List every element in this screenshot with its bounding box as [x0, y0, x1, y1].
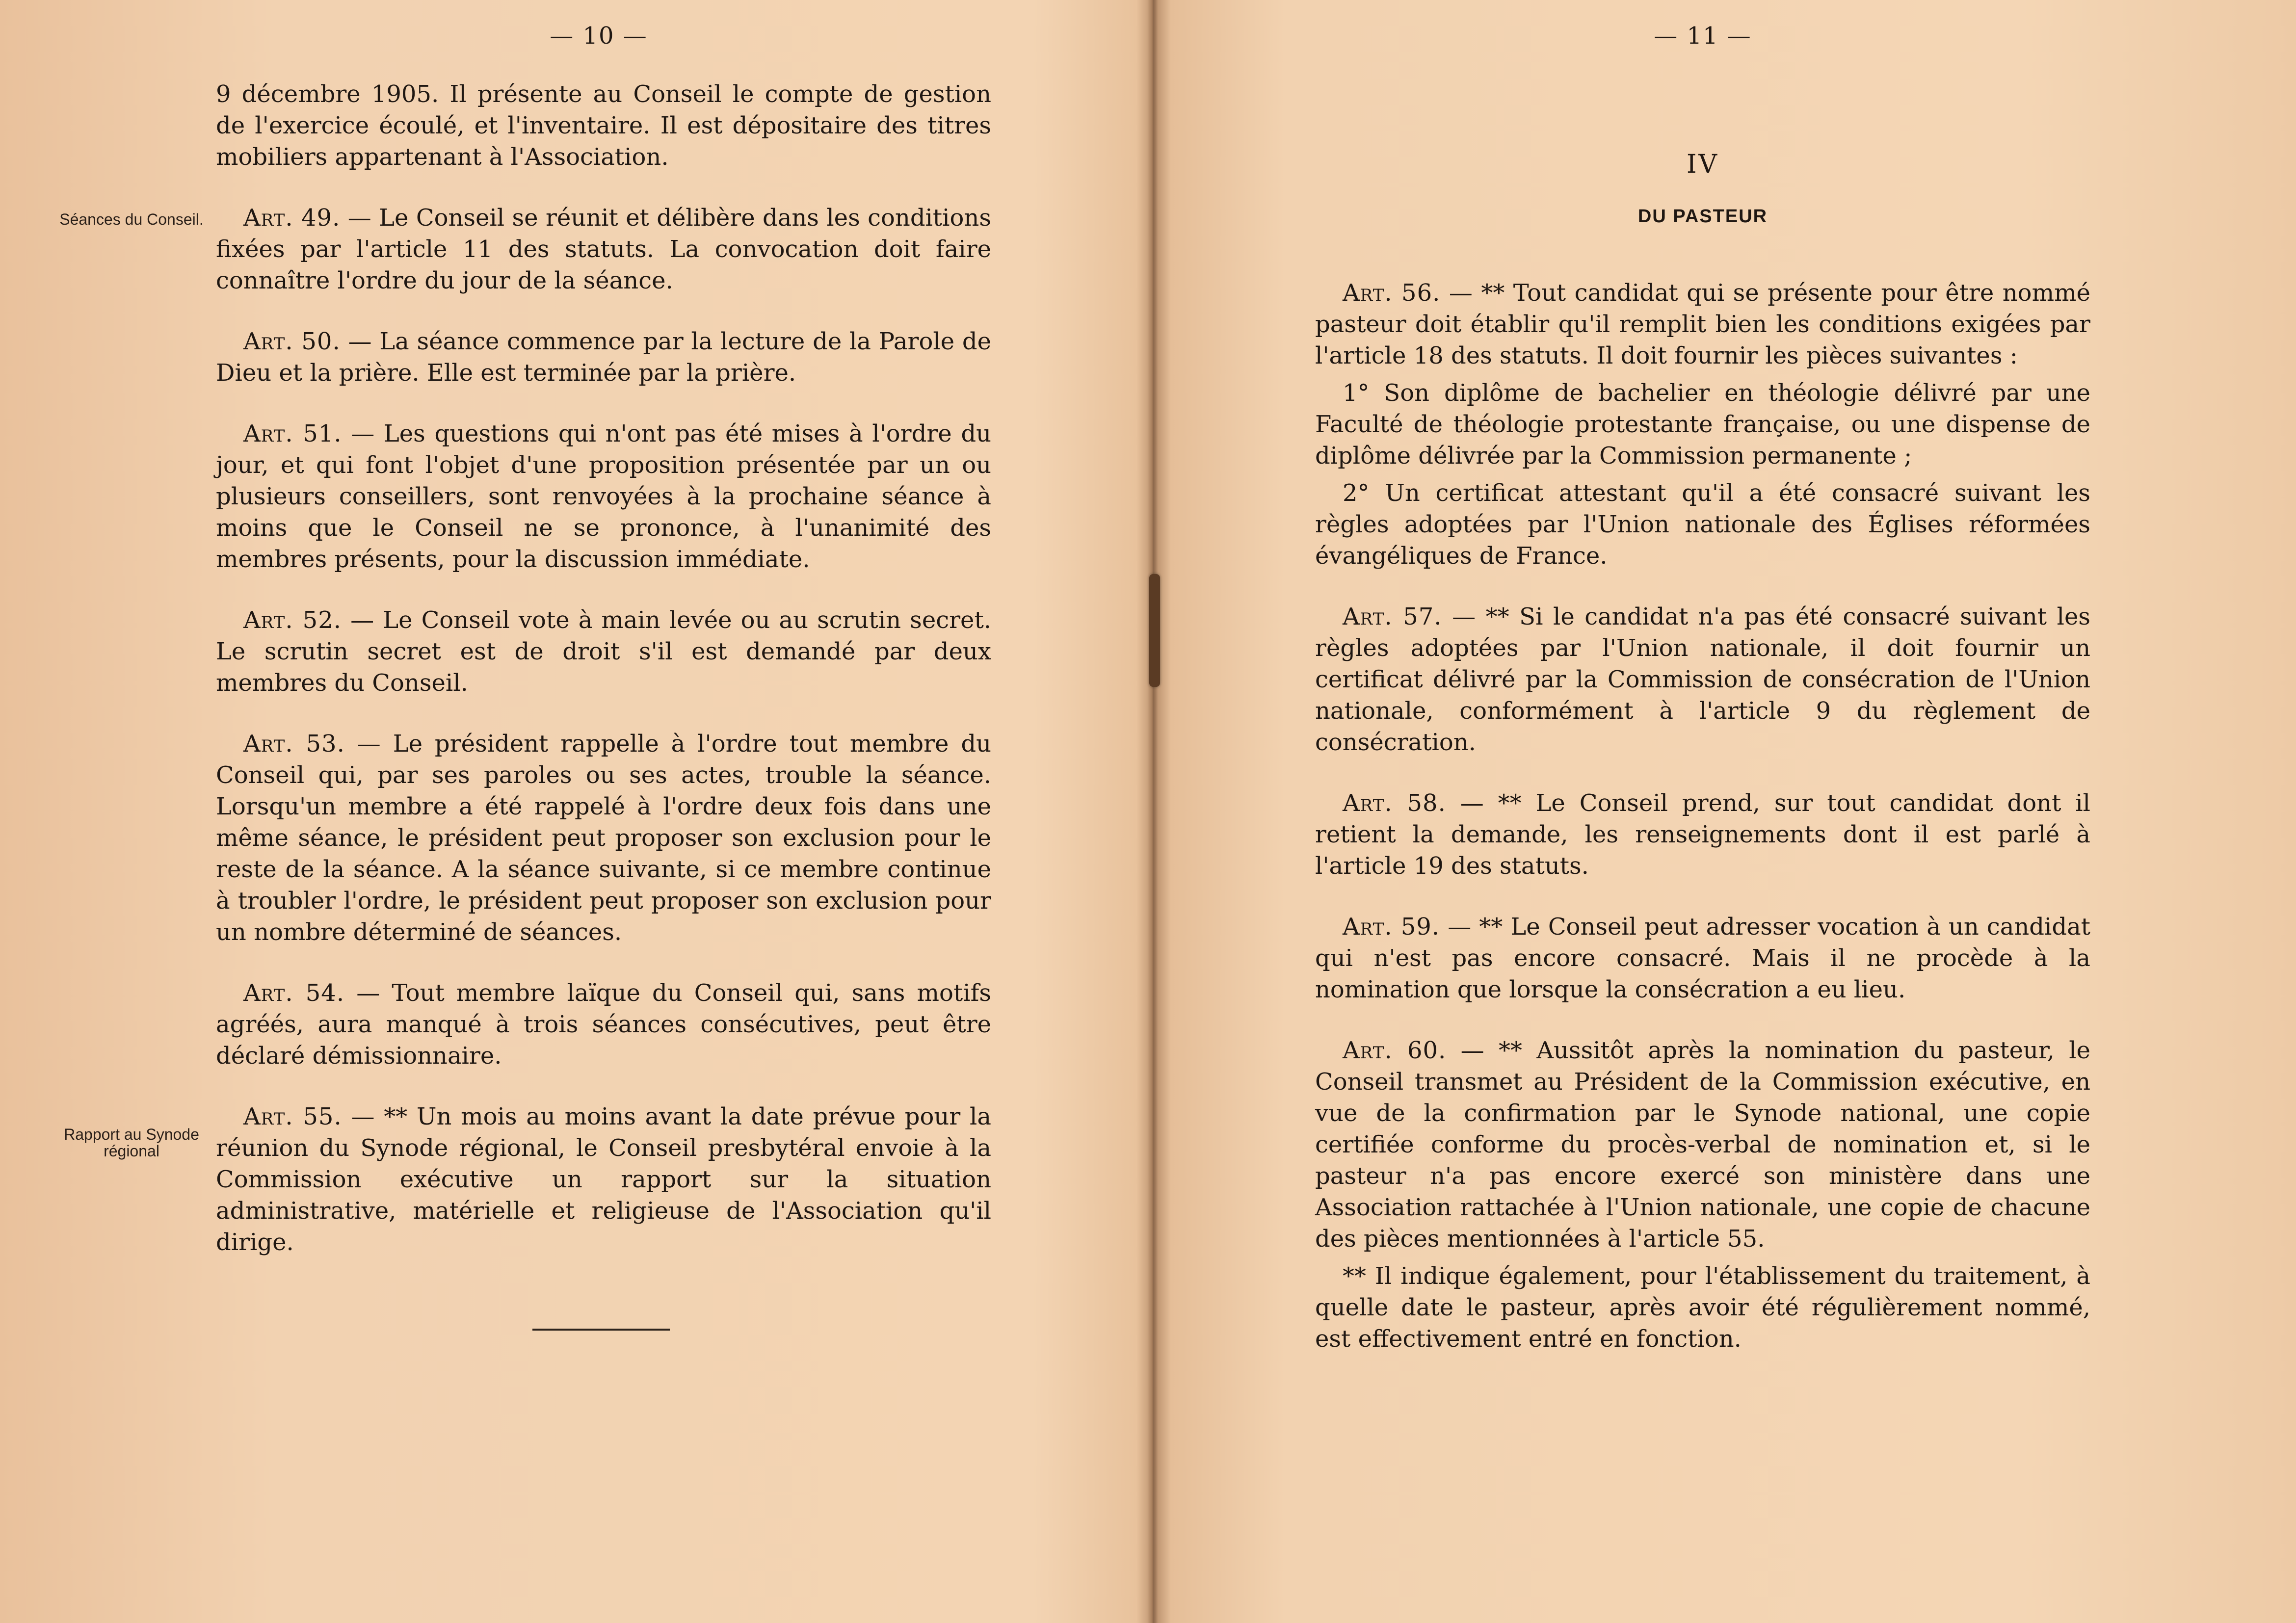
article-text: — Le Conseil se réunit et délibère dans les conditions fixées par l'article 11 des statuts. La convocation doit faire connaître l'ordre du jour de la séance. — [216, 204, 991, 294]
article-54 — [216, 977, 991, 1072]
section-title: DU PASTEUR — [1637, 206, 1768, 227]
article-57 — [1315, 601, 2090, 758]
article-label: Art. 50. — [243, 328, 341, 355]
margin-note-seances: Séances du Conseil. — [59, 210, 204, 228]
article-53 — [216, 728, 991, 948]
article-56-item-2: 2° Un certificat attestant qu'il a été consacré suivant les règles adoptées par l'Union nationale des Églises réformées évangéliques de France. — [1315, 479, 2090, 570]
article-59 — [1315, 911, 2090, 1005]
article-60-continuation: ** Il indique également, pour l'établissement du traitement, à quelle date le pasteur, après avoir été régulièrement nommé, est effectivement entré en fonction. — [1315, 1262, 2090, 1353]
article-text: — ** Tout candidat qui se présente pour être nommé pasteur doit établir qu'il remplit bien les conditions exigées par l'article 18 des statuts. Il doit fournir les pièces suivantes : — [1315, 279, 2091, 369]
article-label: Art. 55. — [243, 1103, 342, 1130]
article-label: Art. 56. — [1343, 279, 1441, 307]
section-number: IV — [1686, 150, 1719, 179]
left-text-column — [216, 79, 991, 1287]
article-label: Art. 58. — [1343, 789, 1446, 817]
article-56 — [1315, 277, 2090, 371]
article-58 — [1315, 787, 2090, 882]
article-text: — ** Si le candidat n'a pas été consacré suivant les règles adoptées par l'Union nationale, il doit fournir un certificat délivré par la Commission de consécration de l'Union nationale, conformément à l'article 9 du règlement de consécration. — [1315, 603, 2090, 756]
margin-note-rapport: Rapport au Synode régional — [64, 1126, 199, 1160]
article-text: — ** Le Conseil prend, sur tout candidat dont il retient la demande, les renseignements dont il est parlé à l'article 19 des statuts. — [1315, 789, 2090, 880]
article-label: Art. 53. — [243, 730, 345, 758]
opening-paragraph: 9 décembre 1905. Il présente au Conseil le compte de gestion de l'exercice écoulé, et l'inventaire. Il est dépositaire des titres mobiliers appartenant à l'Association. — [216, 80, 991, 171]
article-text: — Le Conseil vote à main levée ou au scrutin secret. Le scrutin secret est de droit s'il est demandé par deux membres du Conseil. — [216, 606, 992, 697]
article-label: Art. 49. — [243, 204, 341, 232]
article-text: — ** Aussitôt après la nomination du pasteur, le Conseil transmet au Président de la Commission exécutive, en vue de la confirmation par le Synode national, une copie certifiée conforme du procès-verbal de nomination et, si le pasteur n'a pas encore exercé son ministère dans une Association rattachée à l'Union nationale, une copie de chacune des pièces mentionnées à l'article 55. — [1315, 1037, 2091, 1253]
article-label: Art. 54. — [243, 979, 345, 1007]
article-49 — [216, 202, 991, 296]
article-text: — Le président rappelle à l'ordre tout membre du Conseil qui, par ses paroles ou ses actes, trouble la séance. Lorsqu'un membre a été rappelé à l'ordre deux fois dans une même séance, le président peut proposer son exclusion pour le reste de la séance. A la séance suivante, si ce membre continue à troubler l'ordre, le président peut proposer son exclusion pour un nombre déterminé de séances. — [216, 730, 991, 946]
article-label: Art. 57. — [1343, 603, 1442, 630]
page-number-right: — 11 — — [1654, 22, 1752, 50]
article-text: — ** Le Conseil peut adresser vocation à un candidat qui n'est pas encore consacré. Mais il ne procède à la nomination que lorsque la consécration a eu lieu. — [1315, 913, 2090, 1003]
article-text: — ** Un mois au moins avant la date prévue pour la réunion du Synode régional, le Conseil presbytéral envoie à la Commission exécutive un rapport sur la situation administrative, matérielle et religieuse de l'Association qu'il dirige. — [216, 1103, 991, 1256]
article-label: Art. 59. — [1343, 913, 1440, 941]
article-50 — [216, 326, 991, 389]
article-label: Art. 60. — [1343, 1037, 1447, 1064]
article-text: — Les questions qui n'ont pas été mises à l'ordre du jour, et qui font l'objet d'une proposition présentée par un ou plusieurs conseillers, sont renvoyées à la prochaine séance à moins que le Conseil ne se prononce, à l'unanimité des membres présents, pour la discussion immédiate. — [216, 420, 991, 573]
article-56-item-1: 1° Son diplôme de bachelier en théologie délivré par une Faculté de théologie protestante française, ou une dispense de diplôme délivrée par la Commission permanente ; — [1315, 379, 2090, 470]
staple — [1149, 574, 1160, 687]
end-rule — [532, 1329, 670, 1331]
article-51 — [216, 418, 991, 575]
article-52 — [216, 604, 991, 699]
article-55 — [216, 1101, 991, 1258]
right-text-column — [1315, 277, 2090, 1384]
article-text: — Tout membre laïque du Conseil qui, sans motifs agréés, aura manqué à trois séances consécutives, peut être déclaré démissionnaire. — [216, 979, 991, 1070]
article-label: Art. 51. — [243, 420, 342, 447]
article-60 — [1315, 1035, 2090, 1255]
article-text: — La séance commence par la lecture de la Parole de Dieu et la prière. Elle est terminée par la prière. — [216, 328, 992, 387]
book-gutter — [1147, 0, 1158, 1623]
article-label: Art. 52. — [243, 606, 342, 634]
page-number-left: — 10 — — [550, 22, 648, 50]
